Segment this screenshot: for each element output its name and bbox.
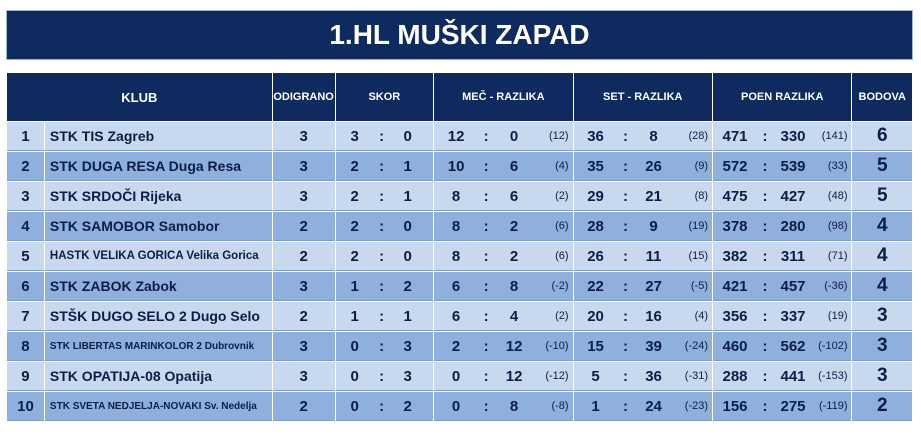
sets-won: 26 xyxy=(587,247,604,265)
sets-lost: 21 xyxy=(645,187,662,205)
rank-cell: 3 xyxy=(7,182,44,211)
separator: : xyxy=(379,397,385,415)
points-diff: (98) xyxy=(827,220,848,232)
sets-diff: (-24) xyxy=(684,340,709,352)
points-won: 356 xyxy=(722,307,748,325)
separator: : xyxy=(762,307,768,325)
score-cell xyxy=(336,212,433,241)
sets-cell xyxy=(574,392,712,421)
sets-diff: (9) xyxy=(694,160,709,172)
matches-diff: (2) xyxy=(555,190,569,202)
matches-diff: (12) xyxy=(548,130,569,142)
separator: : xyxy=(762,157,768,175)
sets-won: 15 xyxy=(587,337,604,355)
matches-won: 6 xyxy=(451,307,461,325)
points-lost: 441 xyxy=(780,367,806,385)
sets-cell xyxy=(574,152,712,181)
points-cell xyxy=(713,122,851,151)
matches-won: 0 xyxy=(451,367,461,385)
matches-cell xyxy=(434,122,572,151)
separator: : xyxy=(623,397,629,415)
sets-won: 1 xyxy=(591,397,600,415)
points-diff: (48) xyxy=(827,190,848,202)
score-cell xyxy=(336,332,433,361)
separator: : xyxy=(379,187,385,205)
club-name: HASTK VELIKA GORICA Velika Gorica xyxy=(45,242,272,271)
sets-diff: (-31) xyxy=(684,370,709,382)
separator: : xyxy=(483,127,489,145)
separator: : xyxy=(483,187,489,205)
matches-cell xyxy=(434,152,572,181)
separator: : xyxy=(483,307,489,325)
score-lost: 2 xyxy=(403,277,412,295)
points-won: 460 xyxy=(722,337,748,355)
played-cell: 2 xyxy=(273,212,335,241)
header-club: KLUB xyxy=(7,73,272,121)
score-cell xyxy=(336,242,433,271)
score-won: 0 xyxy=(350,337,359,355)
points-total: 3 xyxy=(852,332,912,361)
sets-diff: (-5) xyxy=(690,280,709,292)
separator: : xyxy=(623,217,629,235)
table-row xyxy=(7,392,912,421)
separator: : xyxy=(483,367,489,385)
separator: : xyxy=(379,217,385,235)
score-lost: 3 xyxy=(403,337,412,355)
score-cell xyxy=(336,152,433,181)
matches-cell xyxy=(434,182,572,211)
matches-diff: (-10) xyxy=(545,340,569,352)
table-row xyxy=(7,182,912,211)
points-total: 5 xyxy=(852,152,912,181)
separator: : xyxy=(623,307,629,325)
matches-lost: 12 xyxy=(505,367,523,385)
matches-cell xyxy=(434,272,572,301)
played-cell: 3 xyxy=(273,152,335,181)
matches-won: 10 xyxy=(447,157,465,175)
matches-lost: 4 xyxy=(509,307,519,325)
table-row xyxy=(7,362,912,391)
separator: : xyxy=(623,187,629,205)
club-name: STK ZABOK Zabok xyxy=(45,272,272,301)
separator: : xyxy=(762,127,768,145)
sets-cell xyxy=(574,362,712,391)
separator: : xyxy=(379,247,385,265)
matches-cell xyxy=(434,302,572,331)
separator: : xyxy=(379,367,385,385)
matches-won: 6 xyxy=(451,277,461,295)
sets-cell xyxy=(574,302,712,331)
matches-won: 2 xyxy=(451,337,461,355)
club-name: STK DUGA RESA Duga Resa xyxy=(45,152,272,181)
sets-lost: 39 xyxy=(645,337,662,355)
score-won: 2 xyxy=(350,247,359,265)
rank-cell: 4 xyxy=(7,212,44,241)
separator: : xyxy=(623,247,629,265)
sets-cell xyxy=(574,122,712,151)
matches-cell xyxy=(434,392,572,421)
points-lost: 337 xyxy=(780,307,806,325)
separator: : xyxy=(623,127,629,145)
points-lost: 427 xyxy=(780,187,806,205)
sets-diff: (28) xyxy=(688,130,709,142)
points-cell xyxy=(713,392,851,421)
separator: : xyxy=(483,157,489,175)
separator: : xyxy=(379,277,385,295)
sets-lost: 11 xyxy=(645,247,662,265)
matches-lost: 6 xyxy=(509,157,519,175)
score-lost: 1 xyxy=(403,307,412,325)
points-lost: 457 xyxy=(780,277,806,295)
points-diff: (-153) xyxy=(818,370,848,382)
sets-won: 35 xyxy=(587,157,604,175)
separator: : xyxy=(379,157,385,175)
header-played: ODIGRANO xyxy=(273,73,335,121)
points-diff: (-102) xyxy=(818,340,848,352)
matches-cell xyxy=(434,332,572,361)
club-name: STK SVETA NEDJELJA-NOVAKI Sv. Nedelja xyxy=(45,392,272,421)
played-cell: 3 xyxy=(273,122,335,151)
sets-lost: 16 xyxy=(645,307,662,325)
club-name: STK TIS Zagreb xyxy=(45,122,272,151)
matches-diff: (4) xyxy=(555,160,569,172)
score-won: 1 xyxy=(350,277,359,295)
points-cell xyxy=(713,242,851,271)
table-row xyxy=(7,152,912,181)
table-body xyxy=(7,122,912,421)
sets-won: 29 xyxy=(587,187,604,205)
points-total: 4 xyxy=(852,212,912,241)
points-total: 3 xyxy=(852,362,912,391)
score-cell xyxy=(336,392,433,421)
separator: : xyxy=(483,247,489,265)
score-won: 2 xyxy=(350,187,359,205)
table-row xyxy=(7,242,912,271)
club-name: STK LIBERTAS MARINKOLOR 2 Dubrovnik xyxy=(45,332,272,361)
matches-lost: 2 xyxy=(509,247,519,265)
separator: : xyxy=(379,337,385,355)
club-name: STŠK DUGO SELO 2 Dugo Selo xyxy=(45,302,272,331)
matches-diff: (-2) xyxy=(551,280,569,292)
sets-diff: (19) xyxy=(688,220,709,232)
sets-lost: 26 xyxy=(645,157,662,175)
score-cell xyxy=(336,272,433,301)
score-cell xyxy=(336,182,433,211)
separator: : xyxy=(379,127,385,145)
separator: : xyxy=(762,367,768,385)
separator: : xyxy=(762,187,768,205)
score-won: 0 xyxy=(350,367,359,385)
separator: : xyxy=(623,367,629,385)
separator: : xyxy=(762,337,768,355)
separator: : xyxy=(623,157,629,175)
score-lost: 1 xyxy=(403,187,412,205)
rank-cell: 9 xyxy=(7,362,44,391)
separator: : xyxy=(762,247,768,265)
header-sets: SET - RAZLIKA xyxy=(574,73,712,121)
sets-won: 20 xyxy=(587,307,604,325)
sets-diff: (-23) xyxy=(684,400,709,412)
points-lost: 280 xyxy=(780,217,806,235)
score-cell xyxy=(336,122,433,151)
sets-diff: (4) xyxy=(694,310,709,322)
points-total: 4 xyxy=(852,272,912,301)
points-cell xyxy=(713,332,851,361)
points-cell xyxy=(713,212,851,241)
sets-lost: 27 xyxy=(645,277,662,295)
matches-lost: 0 xyxy=(509,127,519,145)
matches-diff: (-8) xyxy=(551,400,569,412)
points-diff: (19) xyxy=(827,310,848,322)
header-points: BODOVA xyxy=(852,73,912,121)
rank-cell: 5 xyxy=(7,242,44,271)
header-matches: MEČ - RAZLIKA xyxy=(434,73,572,121)
sets-lost: 9 xyxy=(649,217,658,235)
matches-won: 8 xyxy=(451,247,461,265)
points-total: 2 xyxy=(852,392,912,421)
score-won: 0 xyxy=(350,397,359,415)
separator: : xyxy=(762,217,768,235)
points-won: 471 xyxy=(722,127,748,145)
rank-cell: 10 xyxy=(7,392,44,421)
separator: : xyxy=(762,397,768,415)
matches-won: 0 xyxy=(451,397,461,415)
score-lost: 0 xyxy=(403,127,412,145)
points-cell xyxy=(713,152,851,181)
separator: : xyxy=(483,397,489,415)
score-won: 2 xyxy=(350,157,359,175)
score-cell xyxy=(336,362,433,391)
matches-cell xyxy=(434,212,572,241)
table-header-row xyxy=(7,73,912,121)
separator: : xyxy=(483,277,489,295)
sets-diff: (15) xyxy=(688,250,709,262)
separator: : xyxy=(623,277,629,295)
table-row xyxy=(7,302,912,331)
matches-diff: (6) xyxy=(555,250,569,262)
table-row xyxy=(7,332,912,361)
score-won: 2 xyxy=(350,217,359,235)
points-diff: (-119) xyxy=(818,400,848,412)
points-lost: 330 xyxy=(780,127,806,145)
score-lost: 1 xyxy=(403,157,412,175)
sets-lost: 36 xyxy=(645,367,662,385)
sets-diff: (8) xyxy=(694,190,709,202)
score-cell xyxy=(336,302,433,331)
separator: : xyxy=(379,307,385,325)
matches-won: 12 xyxy=(447,127,465,145)
separator: : xyxy=(623,337,629,355)
matches-lost: 8 xyxy=(509,277,519,295)
points-diff: (71) xyxy=(827,250,848,262)
standings-table xyxy=(6,72,913,422)
sets-lost: 24 xyxy=(645,397,662,415)
score-won: 3 xyxy=(350,127,359,145)
points-won: 156 xyxy=(722,397,748,415)
sets-won: 28 xyxy=(587,217,604,235)
points-cell xyxy=(713,272,851,301)
matches-lost: 8 xyxy=(509,397,519,415)
rank-cell: 7 xyxy=(7,302,44,331)
club-name: STK OPATIJA-08 Opatija xyxy=(45,362,272,391)
points-lost: 275 xyxy=(780,397,806,415)
played-cell: 3 xyxy=(273,272,335,301)
points-won: 475 xyxy=(722,187,748,205)
table-row xyxy=(7,122,912,151)
sets-cell xyxy=(574,182,712,211)
header-score: SKOR xyxy=(336,73,433,121)
matches-lost: 2 xyxy=(509,217,519,235)
matches-diff: (6) xyxy=(555,220,569,232)
points-cell xyxy=(713,182,851,211)
points-won: 378 xyxy=(722,217,748,235)
points-diff: (33) xyxy=(827,160,848,172)
score-lost: 3 xyxy=(403,367,412,385)
points-won: 288 xyxy=(722,367,748,385)
matches-won: 8 xyxy=(451,187,461,205)
played-cell: 2 xyxy=(273,302,335,331)
played-cell: 3 xyxy=(273,332,335,361)
rank-cell: 1 xyxy=(7,122,44,151)
points-lost: 539 xyxy=(780,157,806,175)
matches-diff: (-12) xyxy=(545,370,569,382)
club-name: STK SAMOBOR Samobor xyxy=(45,212,272,241)
sets-lost: 8 xyxy=(649,127,658,145)
played-cell: 2 xyxy=(273,392,335,421)
points-won: 572 xyxy=(722,157,748,175)
points-won: 382 xyxy=(722,247,748,265)
page-title: 1.HL MUŠKI ZAPAD xyxy=(6,10,913,60)
score-lost: 2 xyxy=(403,397,412,415)
matches-cell xyxy=(434,242,572,271)
points-won: 421 xyxy=(722,277,748,295)
score-won: 1 xyxy=(350,307,359,325)
separator: : xyxy=(483,217,489,235)
sets-won: 36 xyxy=(587,127,604,145)
rank-cell: 2 xyxy=(7,152,44,181)
rank-cell: 8 xyxy=(7,332,44,361)
club-name: STK SRDOČI Rijeka xyxy=(45,182,272,211)
points-total: 3 xyxy=(852,302,912,331)
matches-lost: 12 xyxy=(505,337,523,355)
matches-won: 8 xyxy=(451,217,461,235)
points-total: 5 xyxy=(852,182,912,211)
table-row xyxy=(7,212,912,241)
points-diff: (-36) xyxy=(824,280,848,292)
points-cell xyxy=(713,302,851,331)
sets-cell xyxy=(574,332,712,361)
sets-won: 22 xyxy=(587,277,604,295)
points-lost: 562 xyxy=(780,337,806,355)
points-diff: (141) xyxy=(821,130,848,142)
points-lost: 311 xyxy=(780,247,806,265)
played-cell: 3 xyxy=(273,182,335,211)
separator: : xyxy=(483,337,489,355)
played-cell: 3 xyxy=(273,362,335,391)
points-total: 4 xyxy=(852,242,912,271)
table-row xyxy=(7,272,912,301)
matches-diff: (2) xyxy=(555,310,569,322)
score-lost: 0 xyxy=(403,247,412,265)
separator: : xyxy=(762,277,768,295)
matches-lost: 6 xyxy=(509,187,519,205)
played-cell: 2 xyxy=(273,242,335,271)
points-cell xyxy=(713,362,851,391)
score-lost: 0 xyxy=(403,217,412,235)
header-points-diff: POEN RAZLIKA xyxy=(713,73,851,121)
matches-cell xyxy=(434,362,572,391)
points-total: 6 xyxy=(852,122,912,151)
sets-cell xyxy=(574,242,712,271)
sets-cell xyxy=(574,272,712,301)
sets-cell xyxy=(574,212,712,241)
sets-won: 5 xyxy=(591,367,600,385)
rank-cell: 6 xyxy=(7,272,44,301)
